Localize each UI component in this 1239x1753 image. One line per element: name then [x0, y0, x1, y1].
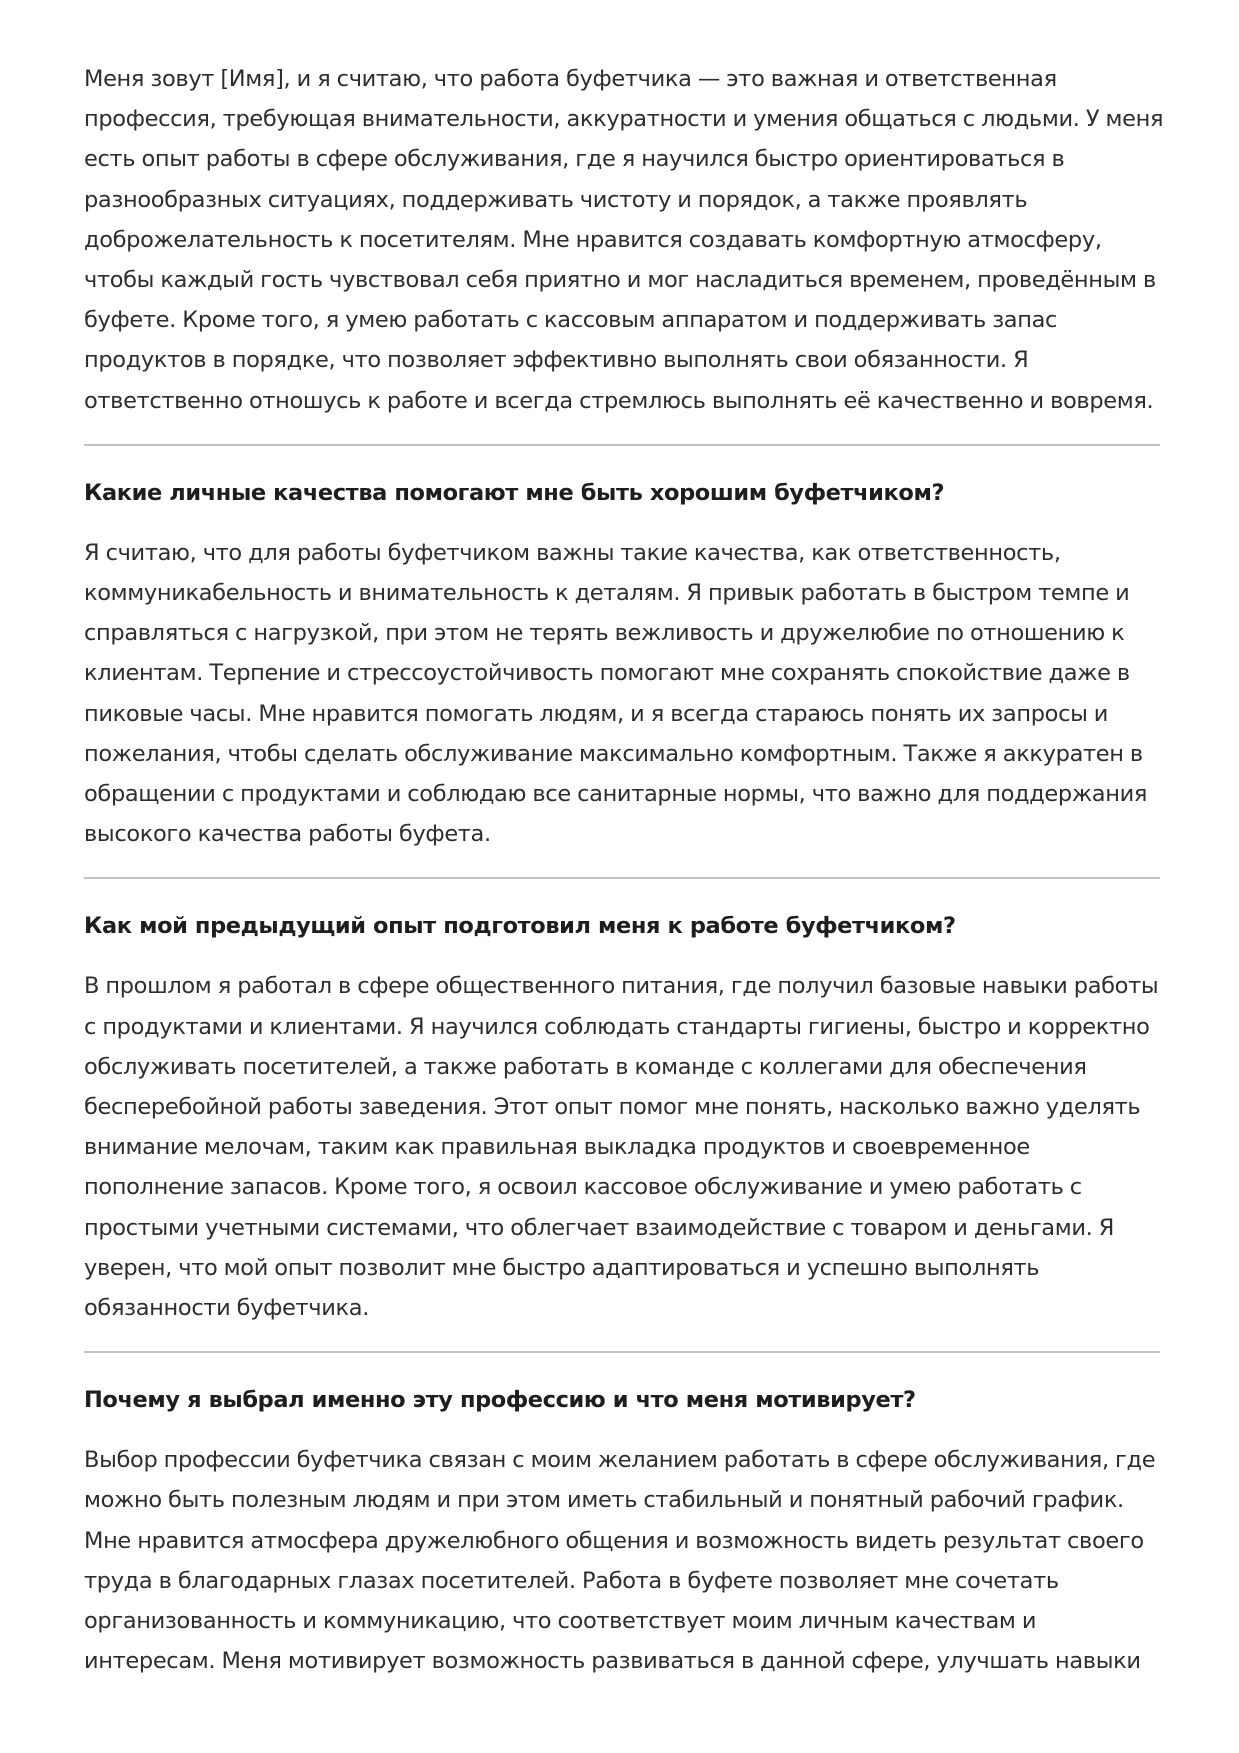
text-line: обслуживать посетителей, а также работать в команде с коллегами для обеспечения: [84, 1053, 1087, 1080]
text-line: ответственно отношусь к работе и всегда стремлюсь выполнять её качественно и вовремя.: [84, 387, 1154, 414]
text-line: профессия, требующая внимательности, аккуратности и умения общаться с людьми. У меня: [84, 106, 1164, 133]
text-line: Мне нравится атмосфера дружелюбного общения и возможность видеть результат своего: [84, 1527, 1144, 1554]
text-line: высокого качества работы буфета.: [84, 821, 491, 848]
text-line: можно быть полезным людям и при этом иметь стабильный и понятный рабочий график.: [84, 1487, 1124, 1514]
text-line: продуктов в порядке, что позволяет эффективно выполнять свои обязанности. Я: [84, 347, 1029, 374]
text-line: есть опыт работы в сфере обслуживания, где я научился быстро ориентироваться в: [84, 146, 1065, 173]
text-line: коммуникабельность и внимательность к деталям. Я привык работать в быстром темпе и: [84, 580, 1130, 607]
text-line: интересам. Меня мотивирует возможность развиваться в данной сфере, улучшать навыки: [84, 1648, 1141, 1675]
qa-section-motivation: [84, 1384, 1164, 1681]
text-line: организованность и коммуникацию, что соответствует моим личным качествам и: [84, 1608, 1037, 1635]
text-line: чтобы каждый гость чувствовал себя приятно и мог насладиться временем, проведённым в: [84, 267, 1156, 294]
section-answer: [84, 966, 1164, 1328]
section-answer: [84, 1440, 1164, 1681]
text-line: обязанности буфетчика.: [84, 1295, 369, 1322]
text-line: пополнение запасов. Кроме того, я освоил кассовое обслуживание и умею работать с: [84, 1174, 1082, 1201]
section-question: Какие личные качества помогают мне быть хорошим буфетчиком?: [84, 479, 945, 506]
text-line: простыми учетными системами, что облегчает взаимодействие с товаром и деньгами. Я: [84, 1214, 1115, 1241]
qa-section-experience: [84, 910, 1164, 1328]
text-line: внимание мелочам, таким как правильная выкладка продуктов и своевременное: [84, 1134, 1030, 1161]
text-line: буфете. Кроме того, я умею работать с кассовым аппаратом и поддерживать запас: [84, 307, 1058, 334]
text-line: пожелания, чтобы сделать обслуживание максимально комфортным. Также я аккуратен в: [84, 740, 1143, 767]
text-line: справляться с нагрузкой, при этом не терять вежливость и дружелюбие по отношению к: [84, 620, 1125, 647]
text-line: обращении с продуктами и соблюдаю все санитарные нормы, что важно для поддержания: [84, 781, 1148, 808]
intro-paragraph: [84, 59, 1164, 421]
text-line: Я считаю, что для работы буфетчиком важны такие качества, как ответственность,: [84, 539, 1061, 566]
text-line: Меня зовут [Имя], и я считаю, что работа буфетчика — это важная и ответственная: [84, 66, 1057, 92]
text-line: труда в благодарных глазах посетителей. Работа в буфете позволяет мне сочетать: [84, 1567, 1059, 1594]
text-line: Выбор профессии буфетчика связан с моим желанием работать в сфере обслуживания, где: [84, 1447, 1156, 1474]
qa-section-qualities: [84, 477, 1164, 855]
section-question: Как мой предыдущий опыт подготовил меня к работе буфетчиком?: [84, 913, 956, 940]
section-question: Почему я выбрал именно эту профессию и что меня мотивирует?: [84, 1387, 916, 1414]
text-line: с продуктами и клиентами. Я научился соблюдать стандарты гигиены, быстро и корректно: [84, 1013, 1150, 1040]
text-line: доброжелательность к посетителям. Мне нравится создавать комфортную атмосферу,: [84, 226, 1102, 253]
document-page: [84, 59, 1164, 1682]
intro-section: [84, 59, 1164, 421]
text-line: клиентам. Терпение и стрессоустойчивость помогают мне сохранять спокойствие даже в: [84, 660, 1130, 687]
text-line: уверен, что мой опыт позволит мне быстро адаптироваться и успешно выполнять: [84, 1254, 1040, 1281]
text-line: бесперебойной работы заведения. Этот опыт помог мне понять, насколько важно уделять: [84, 1094, 1141, 1121]
section-answer: [84, 533, 1164, 855]
text-line: разнообразных ситуациях, поддерживать чистоту и порядок, а также проявлять: [84, 186, 1028, 213]
text-line: В прошлом я работал в сфере общественного питания, где получил базовые навыки работы: [84, 973, 1159, 1000]
text-line: пиковые часы. Мне нравится помогать людям, и я всегда стараюсь понять их запросы и: [84, 700, 1109, 727]
